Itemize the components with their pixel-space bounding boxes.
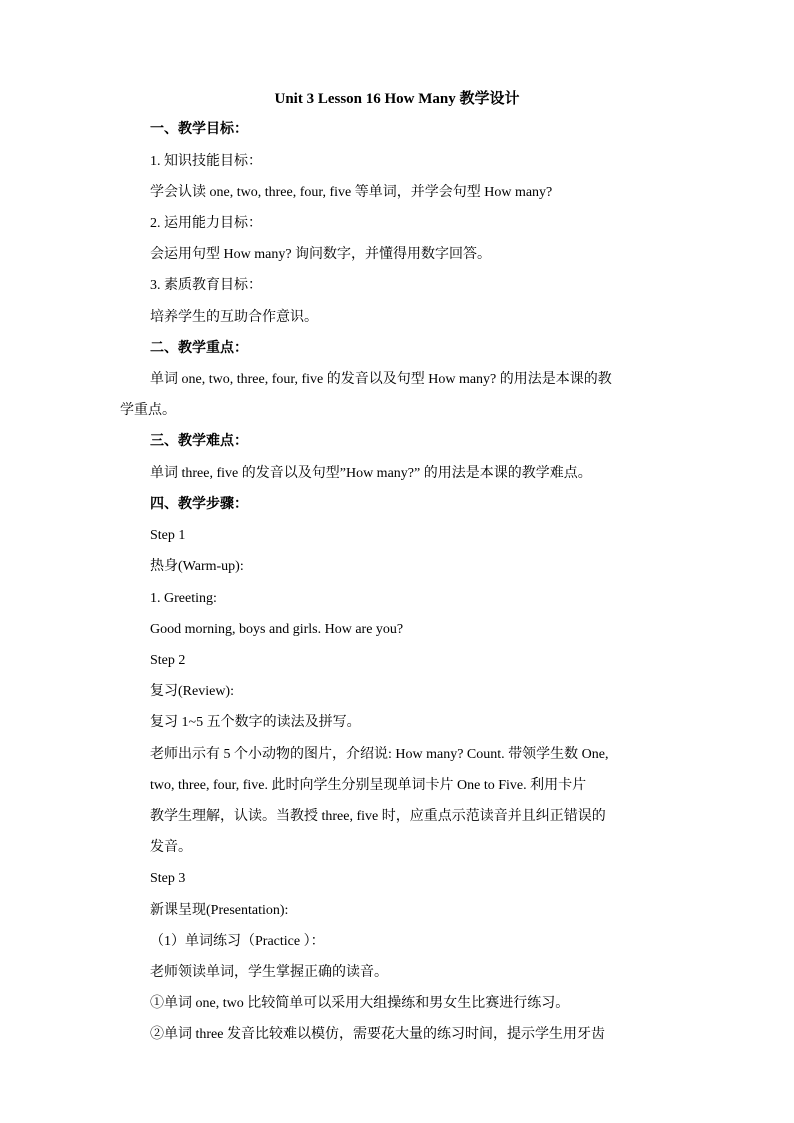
paragraph: 老师领读单词，学生掌握正确的读音。 [150, 965, 388, 980]
paragraph: 复习 1~5 五个数字的读法及拼写。 [150, 715, 361, 730]
paragraph: 老师出示有 5 个小动物的图片，介绍说: How many? Count. 带领学生数 One, [150, 747, 609, 762]
section-heading-key-points: 二、教学重点： [150, 341, 248, 356]
paragraph: 复习(Review): [150, 684, 234, 699]
paragraph: 培养学生的互助合作意识。 [150, 310, 318, 325]
paragraph: 新课呈现(Presentation): [150, 903, 289, 918]
paragraph: 1. Greeting: [150, 591, 217, 606]
paragraph: ②单词 three 发音比较难以模仿，需要花大量的练习时间，提示学生用牙齿 [150, 1027, 605, 1042]
paragraph: Step 3 [150, 871, 186, 886]
document-title: Unit 3 Lesson 16 How Many 教学设计 [274, 91, 520, 107]
paragraph: 热身(Warm-up): [150, 559, 244, 574]
paragraph: 单词 one, two, three, four, five 的发音以及句型 How many? 的用法是本课的教 [150, 372, 612, 387]
section-heading-objectives: 一、教学目标： [150, 122, 248, 137]
paragraph: Step 1 [150, 528, 186, 543]
paragraph: 会运用句型 How many? 询问数字，并懂得用数字回答。 [150, 247, 492, 262]
paragraph: 3. 素质教育目标： [150, 278, 262, 293]
paragraph: two, three, four, five. 此时向学生分别呈现单词卡片 One to Five. 利用卡片 [150, 778, 587, 793]
paragraph: ①单词 one, two 比较简单可以采用大组操练和男女生比赛进行练习。 [150, 996, 570, 1011]
paragraph: 2. 运用能力目标： [150, 216, 262, 231]
paragraph: （1）单词练习（Practice ）： [150, 934, 325, 949]
paragraph: 教学生理解，认读。当教授 three, five 时，应重点示范读音并且纠正错误的 [150, 809, 606, 824]
paragraph: Step 2 [150, 653, 186, 668]
paragraph: 学会认读 one, two, three, four, five 等单词，并学会句型 How many? [150, 185, 553, 200]
paragraph: 学重点。 [120, 403, 176, 418]
paragraph: 单词 three, five 的发音以及句型”How many?” 的用法是本课的教学难点。 [150, 466, 592, 481]
paragraph: Good morning, boys and girls. How are you? [150, 622, 404, 637]
section-heading-steps: 四、教学步骤： [150, 497, 248, 512]
section-heading-difficulties: 三、教学难点： [150, 434, 248, 449]
paragraph: 1. 知识技能目标： [150, 154, 262, 169]
paragraph: 发音。 [150, 840, 192, 855]
